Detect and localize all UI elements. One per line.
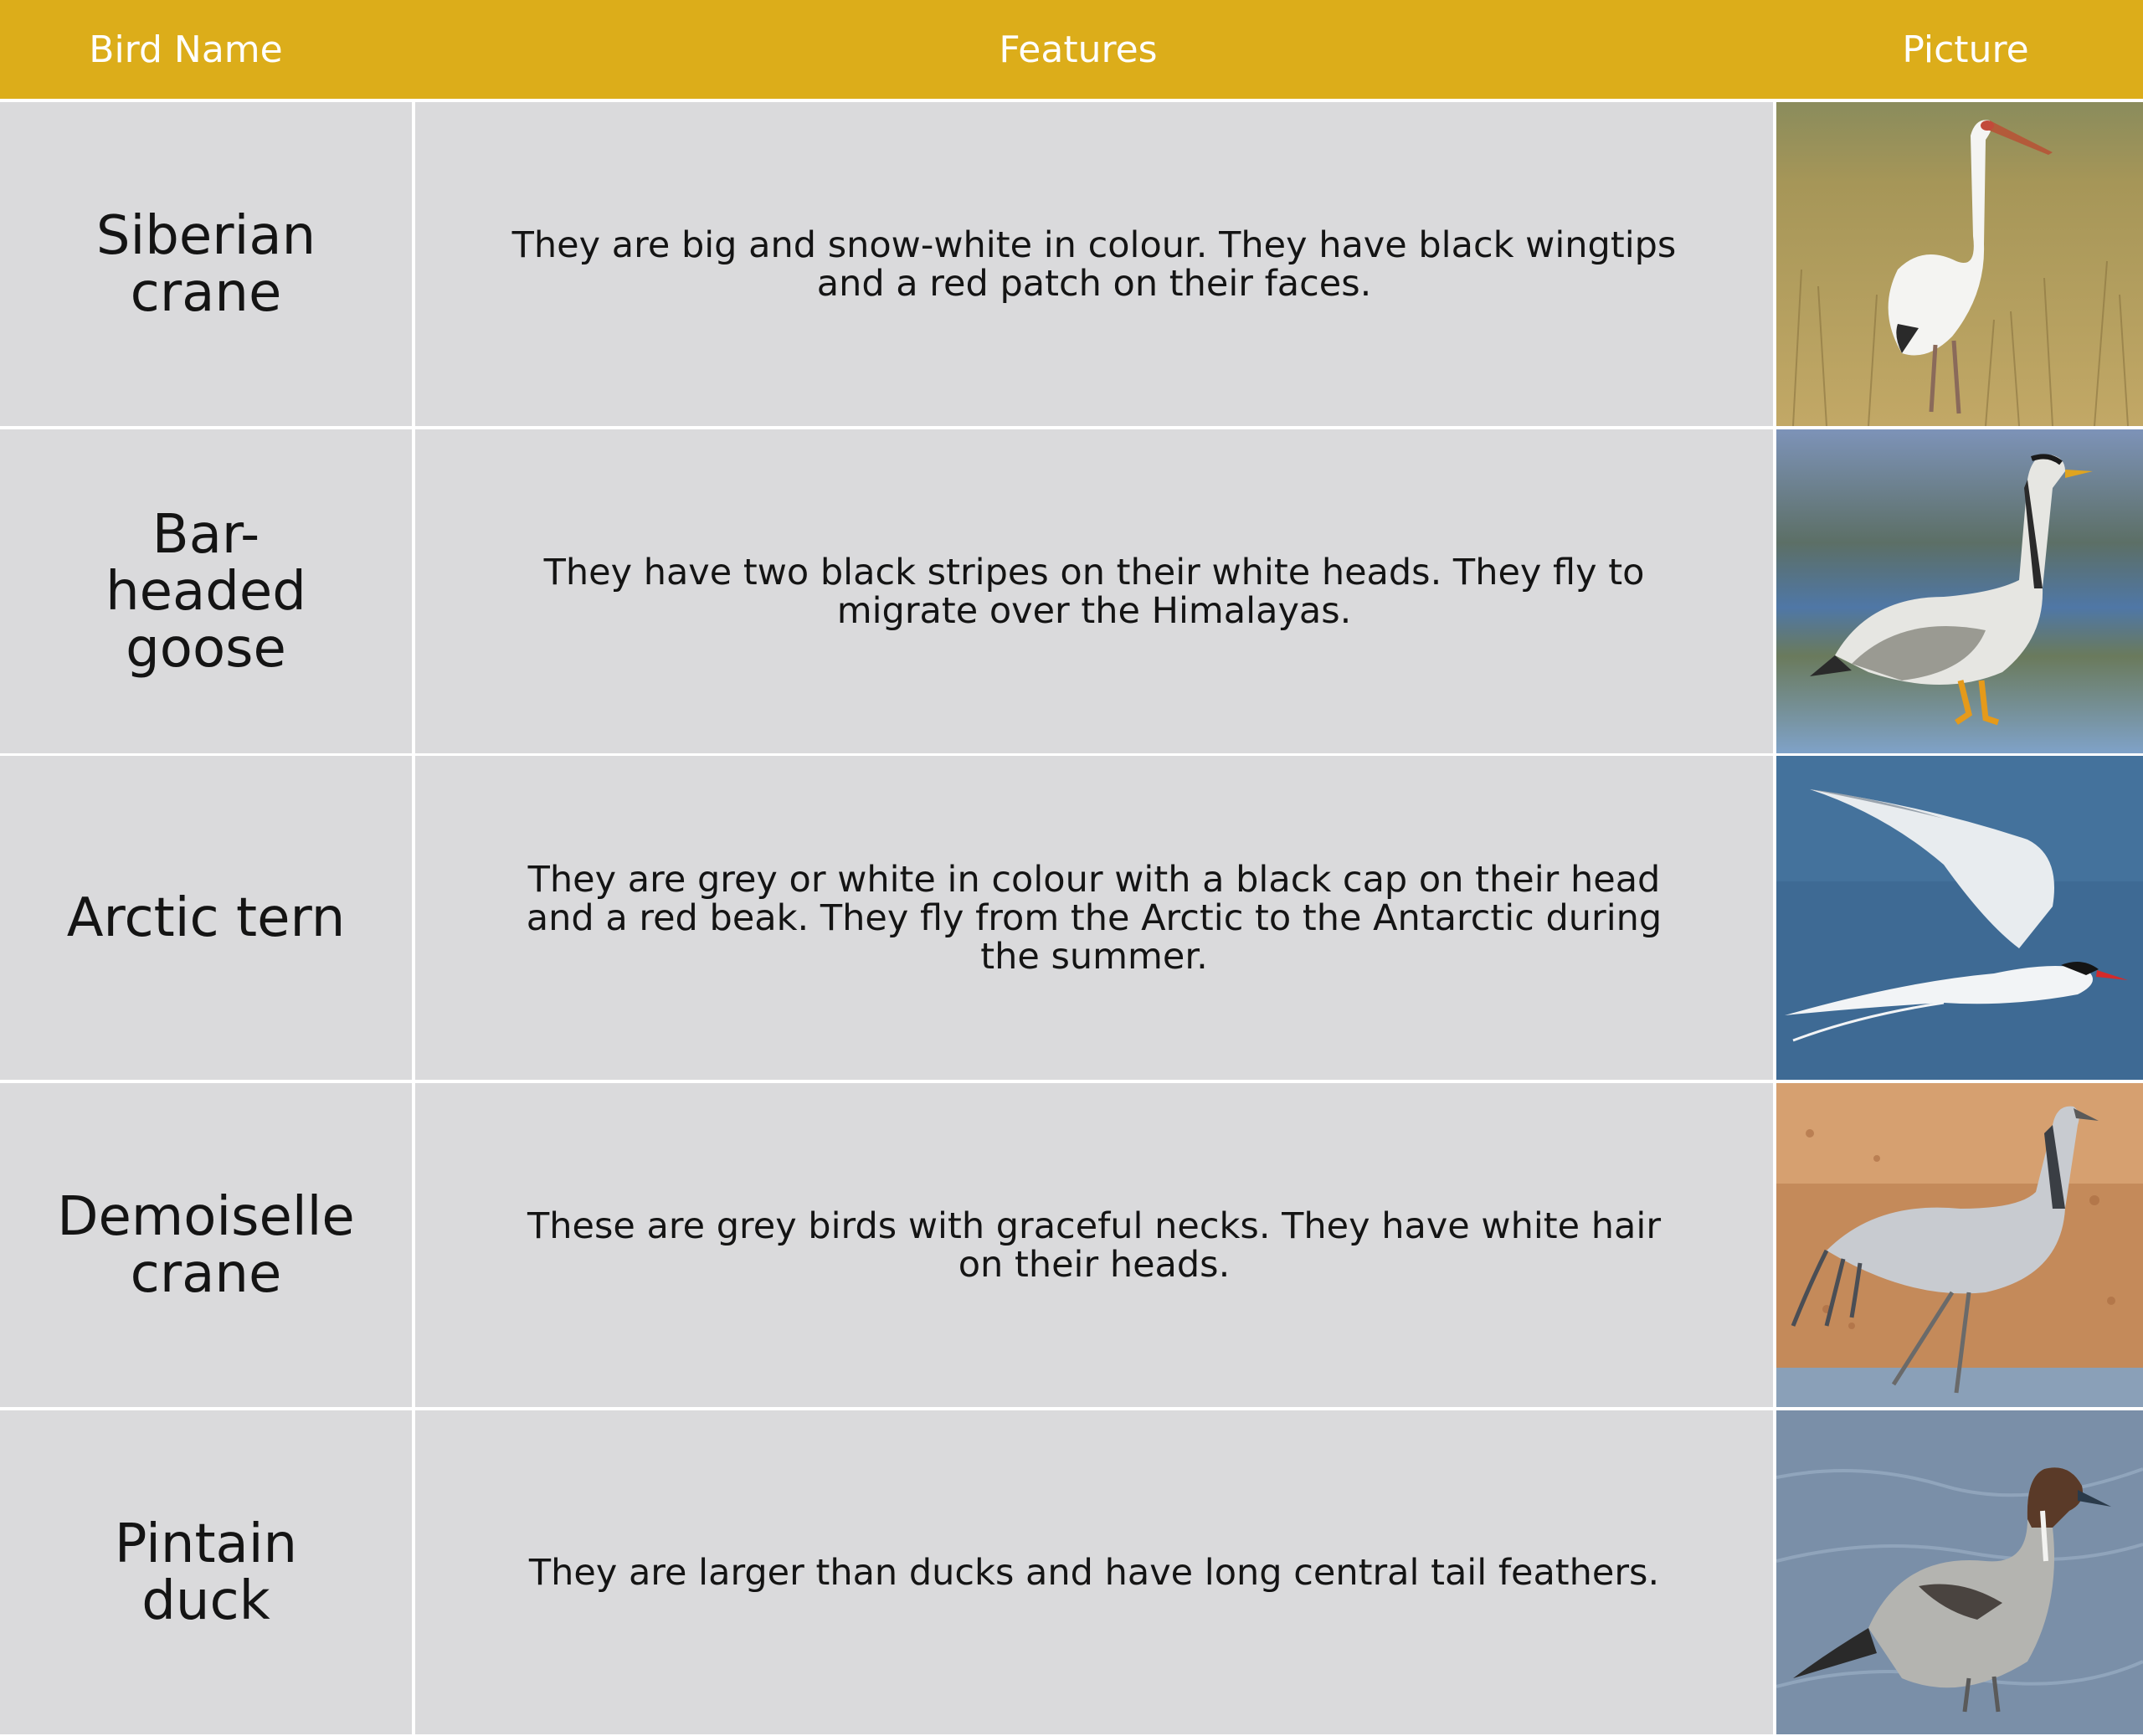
bird-name-cell (0, 102, 412, 426)
demoiselle-crane-photo (1776, 1083, 2143, 1407)
bird-name-cell (0, 429, 412, 753)
pintail-duck-photo (1776, 1410, 2143, 1734)
bird-name: Bar-headed goose (105, 503, 306, 680)
features-cell (415, 1083, 1773, 1407)
features-cell (415, 429, 1773, 753)
table-row (0, 429, 2143, 753)
bird-name-cell (0, 1083, 412, 1407)
arctic-tern-photo (1776, 756, 2143, 1080)
header-picture: Picture (1902, 28, 2029, 71)
features-cell (415, 1410, 1773, 1734)
bird-features: They are grey or white in colour with a black cap on their head and a red beak. They fly from the Arctic to the Antarctic during the summer. (526, 858, 1662, 978)
features-cell (415, 756, 1773, 1080)
header-bird-name: Bird Name (89, 28, 283, 71)
bird-name-cell (0, 756, 412, 1080)
table-row (0, 1083, 2143, 1407)
header-features: Features (999, 28, 1158, 71)
bird-features: They have two black stripes on their white heads. They fly to migrate over the Himalayas. (543, 551, 1645, 632)
bar-headed-goose-photo (1776, 429, 2143, 753)
bird-name: Pintain duck (114, 1513, 298, 1632)
bird-features: They are big and snow-white in colour. They have black wingtips and a red patch on their faces. (511, 223, 1677, 305)
bird-features: These are grey birds with graceful necks. They have white hair on their heads. (527, 1204, 1661, 1286)
table-row (0, 1410, 2143, 1734)
bird-features: They are larger than ducks and have long central tail feathers. (528, 1551, 1660, 1594)
bird-name: Demoiselle crane (57, 1185, 355, 1305)
siberian-crane-photo (1776, 102, 2143, 426)
bird-name: Arctic tern (66, 886, 346, 949)
bird-name-cell (0, 1410, 412, 1734)
bird-name: Siberian crane (95, 204, 316, 324)
table-row (0, 756, 2143, 1080)
features-cell (415, 102, 1773, 426)
table-header (0, 0, 2143, 99)
table-row (0, 102, 2143, 426)
